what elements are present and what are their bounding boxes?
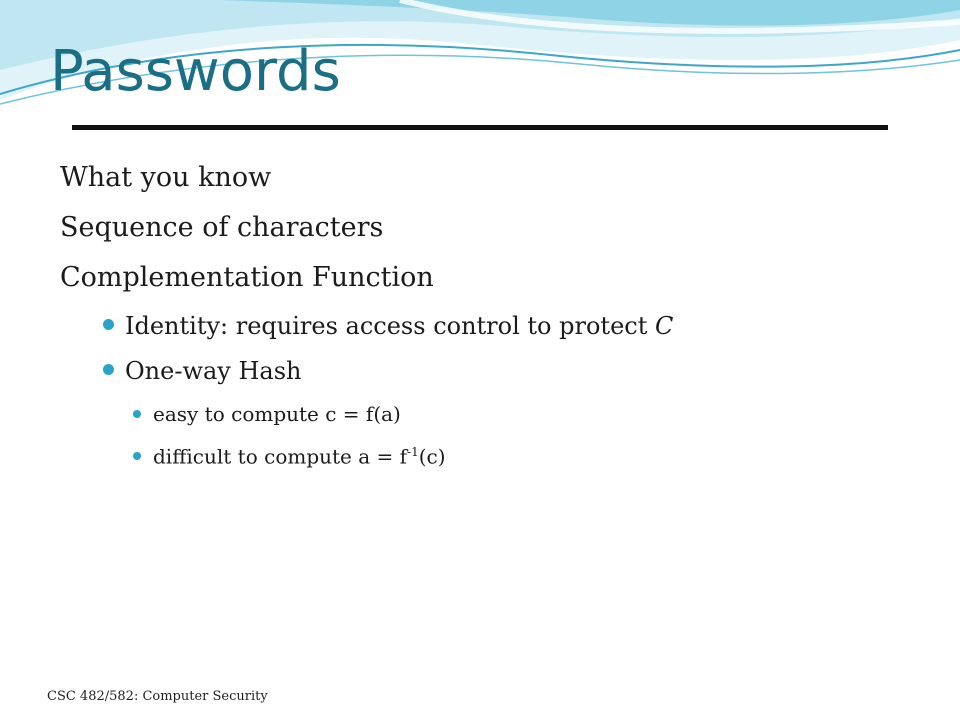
bullet-dot-icon bbox=[133, 410, 141, 418]
title-underline bbox=[72, 125, 888, 130]
subsubbullet-difficult-to-compute bbox=[133, 446, 446, 467]
bullet-complementation-function: Complementation Function bbox=[60, 262, 434, 293]
bullet-dot-icon bbox=[103, 364, 114, 375]
subsubbullet-easy-to-compute bbox=[133, 404, 401, 424]
subbullet-one-way-hash bbox=[103, 359, 302, 383]
bullet-what-you-know: What you know bbox=[60, 162, 272, 193]
bullet-dot-icon bbox=[103, 319, 114, 330]
slide-footer: CSC 482/582: Computer Security bbox=[47, 689, 268, 704]
difficult-text: difficult to compute a = f bbox=[153, 444, 408, 469]
identity-variable: C bbox=[654, 312, 674, 340]
bullet-dot-icon bbox=[133, 452, 141, 460]
bullet-sequence-of-characters: Sequence of characters bbox=[60, 212, 384, 243]
inverse-superscript: -1 bbox=[407, 445, 419, 459]
subbullet-identity bbox=[103, 314, 673, 338]
one-way-hash-text: One-way Hash bbox=[125, 357, 302, 385]
difficult-text-end: (c) bbox=[418, 444, 446, 469]
easy-text: easy to compute c = f(a) bbox=[153, 402, 401, 426]
identity-text: Identity: requires access control to protect bbox=[125, 312, 655, 340]
slide-title: Passwords bbox=[50, 39, 341, 104]
